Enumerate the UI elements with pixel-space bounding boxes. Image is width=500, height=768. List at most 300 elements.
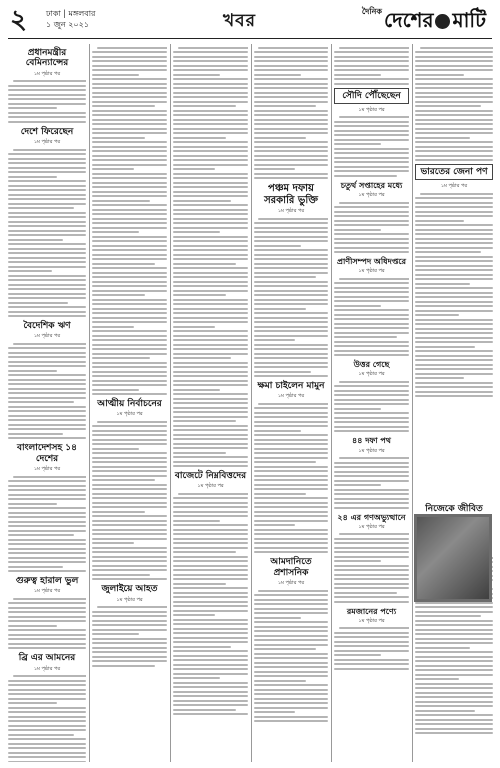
text-line [173, 213, 248, 215]
text-line [415, 247, 493, 249]
text-line [173, 204, 248, 206]
text-line [173, 362, 248, 364]
text-line [92, 457, 167, 459]
article-byline: ১ম পৃষ্ঠার পর [358, 447, 385, 454]
text-line [415, 620, 493, 622]
text-line [173, 348, 248, 350]
article-body [334, 381, 409, 433]
text-line [173, 182, 248, 184]
text-line [415, 83, 493, 85]
text-line [173, 673, 248, 675]
text-line [415, 687, 493, 689]
text-line [8, 167, 86, 169]
article-headline: আত্মীয় নির্বাচনের [97, 399, 162, 409]
text-line [92, 520, 167, 522]
text-line [254, 281, 328, 283]
article-body [254, 47, 328, 180]
text-line [8, 266, 86, 268]
text-line [8, 530, 86, 532]
text-line [173, 583, 226, 585]
text-line [92, 312, 167, 314]
text-line [173, 339, 248, 341]
article-headline: ২৪ এর গণঅভ্যুত্থানে [337, 511, 406, 522]
text-line [173, 538, 248, 540]
text-line [339, 457, 410, 459]
text-line [92, 191, 167, 193]
text-line [334, 125, 409, 127]
article-headline: বাজেটে নিম্নবিত্তদের [174, 471, 247, 481]
article-headline: উত্তর গেছে [353, 359, 390, 370]
text-line [415, 119, 493, 121]
text-line [334, 220, 409, 222]
text-line [92, 83, 167, 85]
text-line [173, 587, 248, 589]
text-line [92, 470, 167, 472]
text-line [254, 430, 301, 432]
text-line [415, 633, 493, 635]
text-line [334, 305, 381, 307]
text-line [254, 326, 328, 328]
text-line [415, 56, 493, 58]
text-line [258, 590, 328, 592]
text-line [8, 729, 86, 731]
text-line [8, 725, 86, 727]
text-line [415, 123, 493, 125]
text-line [173, 704, 248, 706]
text-line [254, 231, 328, 233]
text-line [92, 560, 167, 562]
news-photo [414, 514, 492, 602]
text-line [415, 382, 493, 384]
text-line [8, 189, 86, 191]
article-byline: ১ম পৃষ্ঠার পর [277, 580, 305, 587]
text-line [415, 615, 481, 617]
text-line [254, 511, 328, 513]
text-line [173, 128, 248, 130]
text-line [415, 611, 493, 613]
text-line [173, 601, 248, 603]
text-line [254, 146, 328, 148]
text-line [254, 421, 328, 423]
text-line [254, 312, 328, 314]
text-line [334, 166, 409, 168]
text-line [173, 533, 248, 535]
text-line [173, 569, 248, 571]
text-line [92, 326, 134, 328]
text-line [173, 195, 248, 197]
text-line [92, 132, 167, 134]
text-line [334, 462, 409, 464]
article-body [92, 47, 167, 396]
article-headline: ব্রি এর আমনের [18, 653, 76, 664]
text-line [92, 114, 167, 116]
text-line [334, 152, 409, 154]
text-line [8, 566, 63, 568]
text-line [173, 547, 248, 549]
text-line [8, 198, 86, 200]
article-headline: চতুর্থ সপ্তাহের মধ্যে [340, 179, 403, 190]
text-line [8, 383, 86, 385]
text-line [334, 211, 409, 213]
text-line [334, 350, 409, 352]
text-line [334, 282, 409, 284]
text-line [334, 56, 409, 58]
text-line [334, 69, 409, 71]
text-line [415, 60, 493, 62]
text-line [415, 647, 470, 649]
text-line [8, 620, 86, 622]
text-line [254, 603, 328, 605]
text-line [254, 74, 301, 76]
text-line [97, 47, 168, 49]
text-line [254, 479, 328, 481]
text-line [173, 551, 236, 553]
text-line [415, 710, 475, 712]
text-line [415, 328, 493, 330]
text-line [415, 287, 493, 289]
text-line [254, 299, 328, 301]
text-line [254, 227, 328, 229]
text-line [334, 583, 409, 585]
text-line [92, 380, 167, 382]
text-line [173, 646, 231, 648]
text-line [173, 565, 248, 567]
article-body [334, 533, 409, 603]
text-line [254, 330, 328, 332]
text-line [173, 92, 248, 94]
text-line [8, 207, 74, 209]
text-line [8, 647, 86, 649]
text-line [173, 209, 248, 211]
text-line [334, 385, 409, 387]
article-body [334, 627, 409, 670]
text-line [173, 74, 220, 76]
text-line [92, 56, 167, 58]
text-line [173, 353, 248, 355]
text-line [92, 69, 167, 71]
text-line [334, 83, 409, 85]
text-line [8, 629, 86, 631]
text-line [254, 83, 328, 85]
text-line [8, 410, 86, 412]
text-line [173, 281, 248, 283]
text-line [92, 375, 167, 377]
text-line [8, 738, 86, 740]
article-byline: ১ম পৃষ্ঠার পর [197, 483, 224, 490]
text-line [254, 542, 328, 544]
text-line [92, 105, 155, 107]
text-line [8, 561, 86, 563]
text-line [254, 375, 328, 377]
text-line [334, 336, 397, 338]
text-line [415, 364, 493, 366]
text-line [415, 624, 493, 626]
text-line [8, 107, 57, 109]
text-line [334, 247, 409, 249]
text-line [334, 74, 381, 76]
text-line [8, 180, 86, 182]
text-line [8, 261, 86, 263]
text-line [334, 489, 409, 491]
text-line [8, 680, 86, 682]
text-line [97, 606, 168, 608]
text-line [415, 242, 493, 244]
text-line [254, 716, 328, 718]
text-line [339, 202, 410, 204]
headline-line: সরকারি ভুক্তি [264, 194, 318, 206]
text-line [8, 534, 74, 536]
text-line [8, 365, 86, 367]
text-line [254, 285, 328, 287]
text-line [254, 644, 328, 646]
text-line [92, 141, 167, 143]
text-line [92, 660, 167, 662]
text-line [334, 148, 409, 150]
text-line [92, 538, 167, 540]
text-line [173, 452, 226, 454]
article-byline: ১ম পৃষ্ঠার পর [116, 596, 143, 603]
text-line [173, 258, 248, 260]
text-line [173, 700, 248, 702]
text-line [254, 551, 328, 553]
text-line [254, 493, 306, 495]
text-line [173, 123, 248, 125]
text-line [92, 656, 167, 658]
text-line [254, 173, 328, 175]
text-line [254, 662, 328, 664]
text-line [8, 702, 57, 704]
text-line [8, 552, 86, 554]
text-line [173, 542, 248, 544]
article-byline: ১ম পৃষ্ঠার পর [358, 617, 385, 624]
text-line [92, 299, 167, 301]
text-line [254, 51, 328, 53]
text-line [13, 343, 86, 345]
text-line [8, 734, 74, 736]
article-byline: ১ম পৃষ্ঠার পর [277, 208, 305, 214]
text-line [254, 452, 328, 454]
article-body [8, 149, 86, 318]
article-body [173, 47, 248, 468]
text-line [8, 602, 86, 604]
text-line [8, 171, 86, 173]
text-line [92, 574, 150, 576]
text-line [8, 275, 86, 277]
text-line [254, 272, 328, 274]
text-line [8, 625, 57, 627]
text-line [173, 303, 248, 305]
text-line [92, 78, 167, 80]
text-line [173, 240, 248, 242]
text-line [8, 433, 63, 435]
text-line [92, 366, 167, 368]
text-line [415, 629, 493, 631]
text-line [254, 470, 328, 472]
text-line [92, 254, 167, 256]
text-line [8, 293, 86, 295]
text-line [254, 434, 328, 436]
article-body [334, 457, 409, 509]
text-line [415, 678, 459, 680]
article-headline: ৪৪ দফা পথ [352, 435, 391, 446]
text-line [173, 524, 248, 526]
text-line [334, 354, 409, 356]
text-line [173, 592, 248, 594]
article-body [254, 218, 328, 378]
text-line [173, 155, 248, 157]
text-line [8, 153, 86, 155]
text-line [173, 416, 248, 418]
text-line [254, 96, 328, 98]
page-number: ২ [10, 5, 27, 35]
text-line [173, 159, 248, 161]
text-line [415, 128, 493, 130]
text-line [8, 428, 86, 430]
text-line [173, 78, 248, 80]
text-line [92, 497, 167, 499]
text-line [92, 65, 167, 67]
text-line [92, 110, 167, 112]
text-line [92, 308, 167, 310]
text-line [8, 297, 86, 299]
text-line [92, 624, 167, 626]
text-line [415, 692, 493, 694]
text-line [254, 159, 328, 161]
text-line [254, 123, 328, 125]
column-5 [334, 44, 409, 762]
text-line [92, 488, 167, 490]
text-line [8, 279, 86, 281]
text-line [92, 249, 167, 251]
text-line [254, 240, 328, 242]
column-rule [251, 44, 252, 762]
text-line [92, 647, 167, 649]
text-line [92, 51, 167, 53]
text-line [92, 128, 167, 130]
text-line [92, 434, 167, 436]
text-line [92, 258, 167, 260]
text-line [8, 485, 86, 487]
text-line [173, 236, 248, 238]
text-line [173, 249, 248, 251]
text-line [254, 65, 328, 67]
text-line [415, 233, 493, 235]
text-line [92, 74, 139, 76]
text-line [173, 308, 248, 310]
text-line [173, 502, 248, 504]
text-line [254, 466, 328, 468]
text-line [173, 276, 248, 278]
text-line [8, 557, 86, 559]
text-line [92, 186, 167, 188]
text-line [8, 707, 86, 709]
text-line [8, 257, 86, 259]
text-line [415, 220, 464, 222]
photo-spacer [415, 400, 493, 500]
text-line [92, 182, 167, 184]
text-line [8, 315, 86, 317]
text-line [173, 380, 248, 382]
text-line [334, 60, 409, 62]
text-line [173, 132, 248, 134]
article-byline: ১ম পৃষ্ঠার পর [33, 665, 61, 672]
text-line [8, 379, 86, 381]
text-line [415, 310, 493, 312]
text-line [8, 489, 86, 491]
text-line [173, 254, 248, 256]
text-line [415, 51, 493, 53]
text-line [173, 668, 248, 670]
text-line [173, 69, 248, 71]
text-line [92, 335, 167, 337]
text-line [92, 533, 167, 535]
text-line [415, 224, 493, 226]
text-line [92, 425, 167, 427]
text-line [8, 756, 86, 758]
text-line [92, 159, 167, 161]
text-line [334, 484, 381, 486]
article-body [173, 493, 248, 716]
text-line [173, 357, 231, 359]
text-line [8, 616, 86, 618]
text-line [92, 475, 167, 477]
text-line [92, 150, 167, 152]
text-line [8, 252, 86, 254]
text-line [334, 636, 409, 638]
text-line [8, 89, 86, 91]
text-line [415, 665, 493, 667]
text-line [415, 332, 493, 334]
text-line [92, 651, 167, 653]
text-line [173, 411, 248, 413]
text-line [8, 243, 86, 245]
text-line [13, 598, 86, 600]
text-line [8, 548, 86, 550]
text-line [8, 494, 86, 496]
text-line [8, 401, 74, 403]
text-line [415, 714, 493, 716]
paper-prefix: দৈনিক [361, 6, 382, 16]
text-line [173, 610, 248, 612]
text-line [173, 677, 220, 679]
text-line [254, 92, 328, 94]
text-line [415, 701, 493, 703]
text-line [415, 159, 493, 161]
text-line [92, 123, 167, 125]
text-line [254, 303, 328, 305]
text-line [92, 339, 167, 341]
text-line [334, 421, 409, 423]
text-line [8, 638, 86, 640]
text-line [173, 173, 248, 175]
text-line [254, 317, 328, 319]
text-line [254, 626, 328, 628]
headline-line: পঞ্চম দফায় [268, 183, 314, 194]
article-headline: ভারতের জেনা পণ [415, 164, 493, 180]
article-byline: ১ম পৃষ্ঠার পর [440, 183, 468, 190]
text-line [334, 143, 381, 145]
text-line [92, 164, 167, 166]
text-line [415, 265, 493, 267]
text-line [334, 130, 409, 132]
text-line [8, 221, 86, 223]
text-line [8, 689, 86, 691]
text-line [254, 78, 328, 80]
text-line [254, 529, 328, 531]
text-line [92, 665, 155, 667]
text-line [254, 648, 316, 650]
text-line [8, 98, 86, 100]
